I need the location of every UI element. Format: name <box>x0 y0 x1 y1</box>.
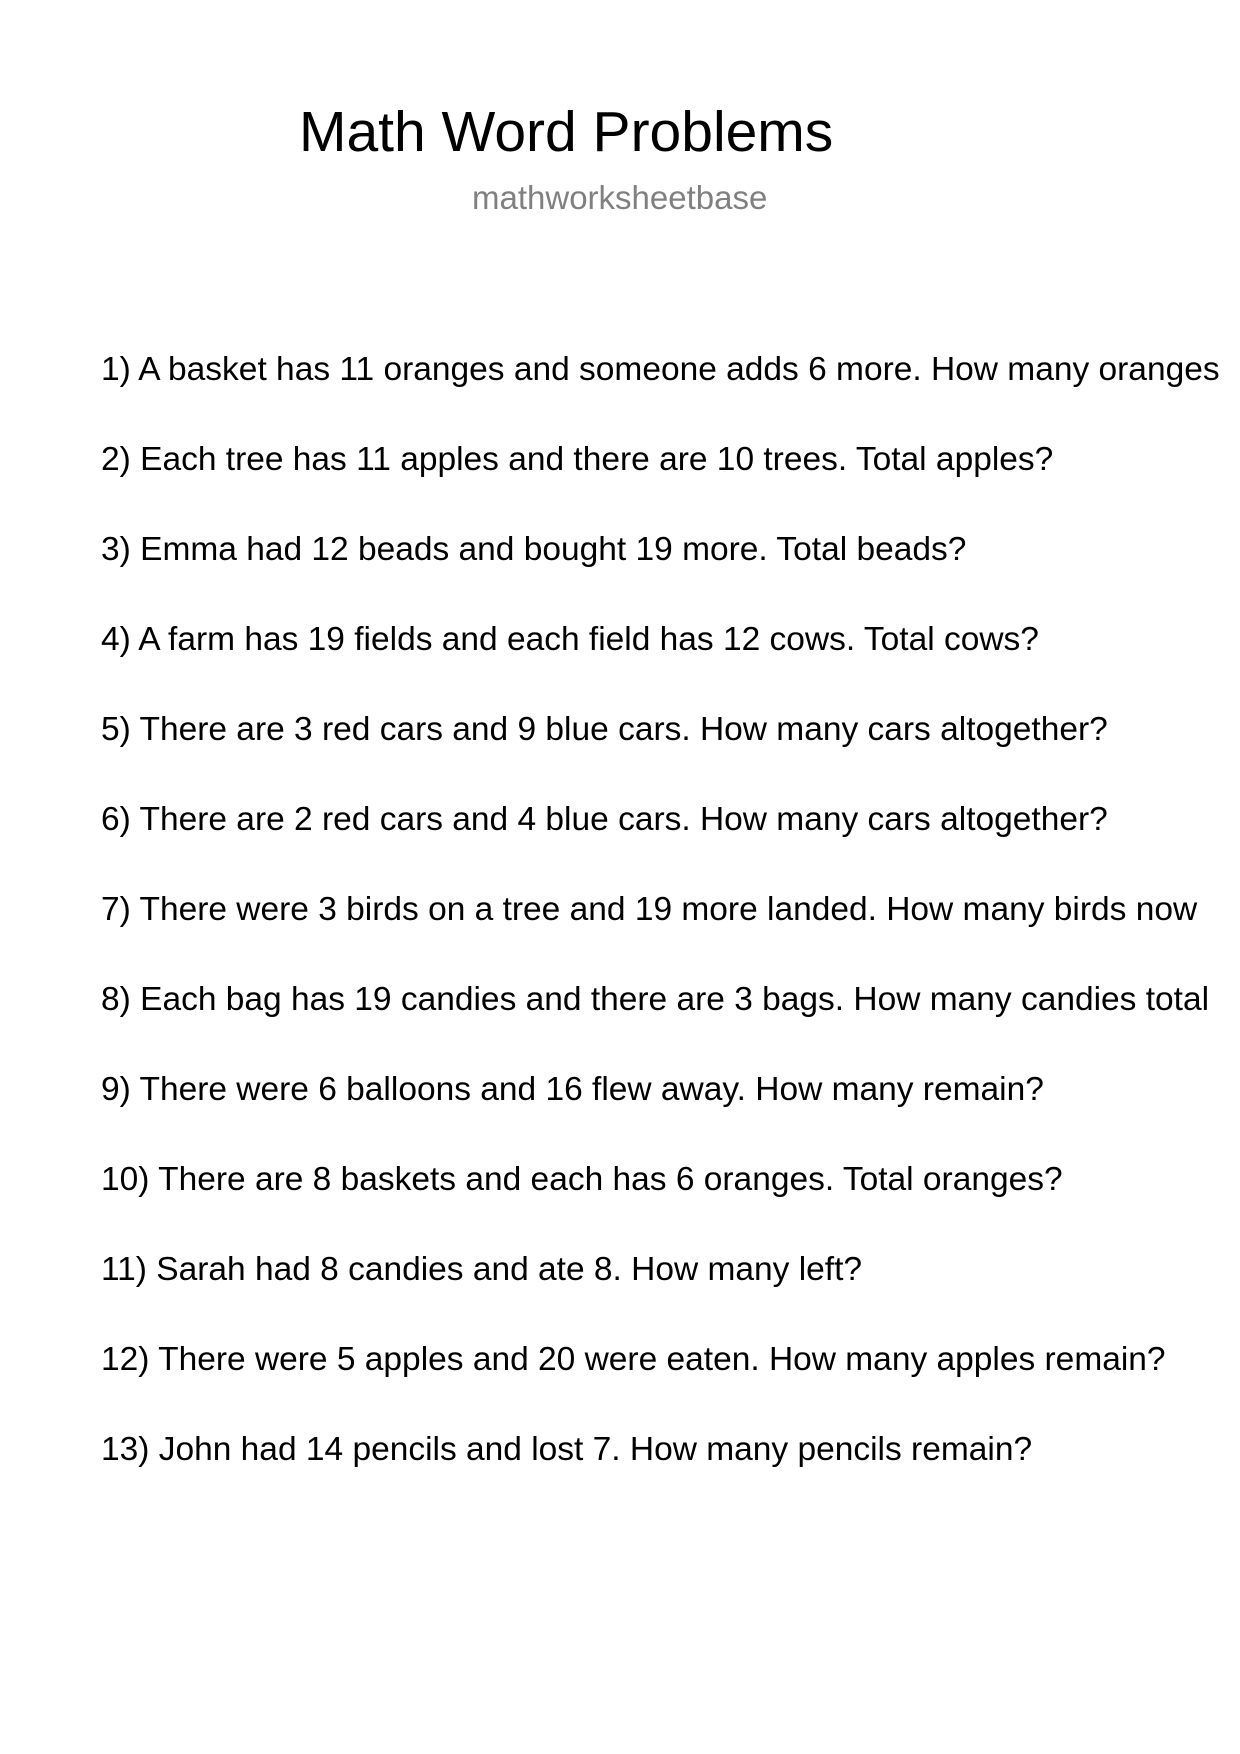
problem-item-4: 4) A farm has 19 fields and each field has 12 cows. Total cows? <box>101 621 1039 658</box>
problem-item-12: 12) There were 5 apples and 20 were eaten. How many apples remain? <box>101 1341 1166 1378</box>
problem-item-6: 6) There are 2 red cars and 4 blue cars. How many cars altogether? <box>101 801 1108 838</box>
problem-item-9: 9) There were 6 balloons and 16 flew away. How many remain? <box>101 1071 1044 1108</box>
problem-item-10: 10) There are 8 baskets and each has 6 oranges. Total oranges? <box>101 1161 1063 1198</box>
problem-item-1: 1) A basket has 11 oranges and someone adds 6 more. How many oranges <box>101 351 1220 388</box>
problem-item-13: 13) John had 14 pencils and lost 7. How many pencils remain? <box>101 1431 1033 1468</box>
page-subtitle: mathworksheetbase <box>472 179 768 216</box>
problem-item-11: 11) Sarah had 8 candies and ate 8. How many left? <box>101 1251 863 1288</box>
problem-item-8: 8) Each bag has 19 candies and there are 3 bags. How many candies total <box>101 981 1210 1018</box>
problem-item-7: 7) There were 3 birds on a tree and 19 more landed. How many birds now <box>101 891 1198 928</box>
page-title: Math Word Problems <box>299 100 834 164</box>
problem-item-2: 2) Each tree has 11 apples and there are 10 trees. Total apples? <box>101 441 1054 478</box>
problem-item-5: 5) There are 3 red cars and 9 blue cars. How many cars altogether? <box>101 711 1108 748</box>
problem-item-3: 3) Emma had 12 beads and bought 19 more. Total beads? <box>101 531 967 568</box>
